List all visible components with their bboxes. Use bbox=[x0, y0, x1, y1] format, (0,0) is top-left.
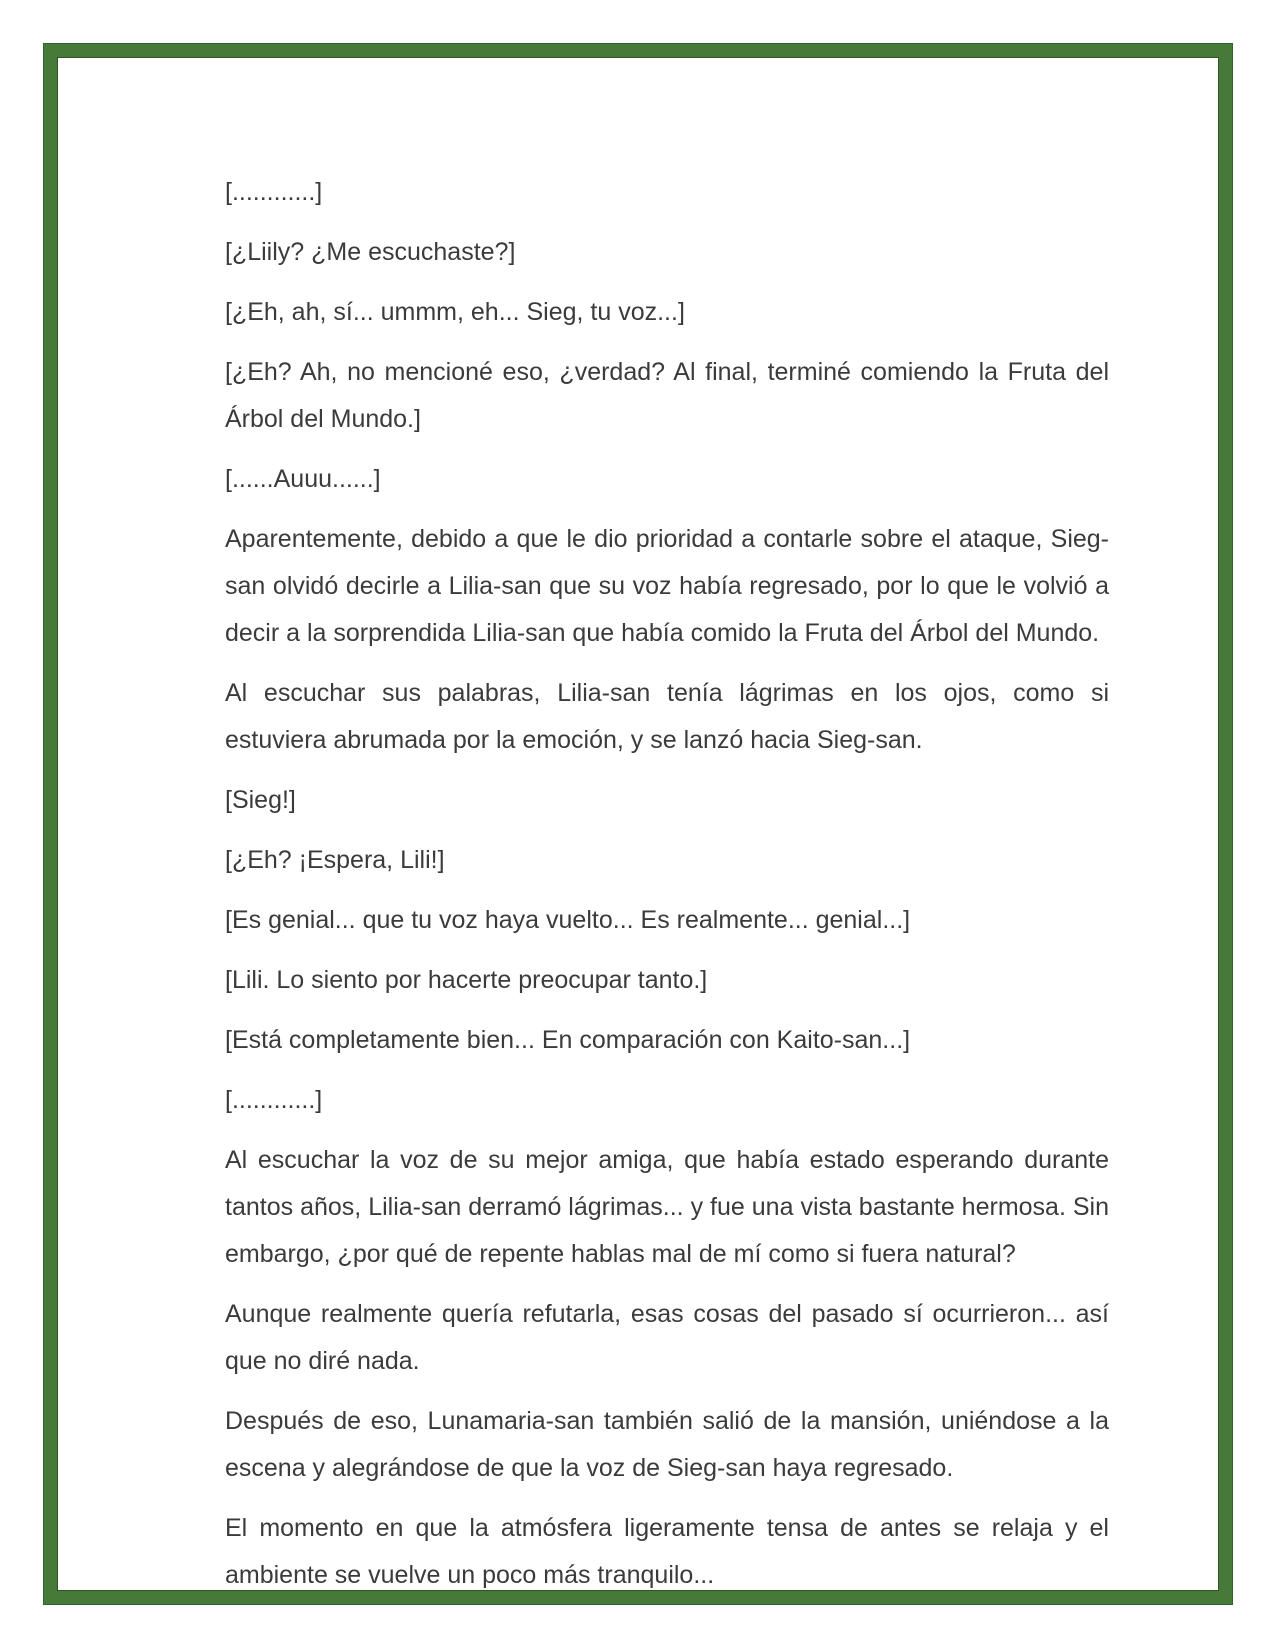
paragraph: [¿Eh, ah, sí... ummm, eh... Sieg, tu voz...] bbox=[225, 298, 685, 326]
paragraph: Después de eso, Lunamaria-san también salió de la mansión, uniéndose a la escena y alegrándose de que la voz de Sieg-san haya regresado. bbox=[225, 1407, 1109, 1482]
paragraph: Aunque realmente quería refutarla, esas cosas del pasado sí ocurrieron... así que no diré nada. bbox=[225, 1300, 1109, 1375]
page-border bbox=[44, 44, 1232, 1604]
paragraph: Al escuchar sus palabras, Lilia-san tenía lágrimas en los ojos, como si estuviera abrumada por la emoción, y se lanzó hacia Sieg-san. bbox=[225, 679, 1109, 754]
paragraph: El momento en que la atmósfera ligeramente tensa de antes se relaja y el ambiente se vuelve un poco más tranquilo... bbox=[225, 1514, 1109, 1589]
paragraph: [¿Eh? Ah, no mencioné eso, ¿verdad? Al final, terminé comiendo la Fruta del Árbol del Mundo.] bbox=[225, 358, 1109, 433]
paragraph: [Sieg!] bbox=[225, 786, 296, 814]
paragraph: [¿Liily? ¿Me escuchaste?] bbox=[225, 238, 516, 266]
paragraph: Aparentemente, debido a que le dio prioridad a contarle sobre el ataque, Sieg-san olvidó decirle a Lilia-san que su voz había regresado, por lo que le volvió a decir a la sorprendida Lilia-san que había comido la Fruta del Árbol del Mundo. bbox=[225, 525, 1109, 647]
paragraph: [Es genial... que tu voz haya vuelto... Es realmente... genial...] bbox=[225, 906, 911, 934]
paragraph: [............] bbox=[225, 178, 323, 206]
paragraph: [Lili. Lo siento por hacerte preocupar tanto.] bbox=[225, 966, 708, 994]
page-content bbox=[225, 169, 1109, 1612]
paragraph: [......Auuu......] bbox=[225, 465, 381, 493]
paragraph: [¿Eh? ¡Espera, Lili!] bbox=[225, 846, 445, 874]
paragraph: Al escuchar la voz de su mejor amiga, que había estado esperando durante tantos años, Lilia-san derramó lágrimas... y fue una vista bastante hermosa. Sin embargo, ¿por qué de repente hablas mal de mí como si fuera natural? bbox=[225, 1146, 1109, 1268]
paragraph: [............] bbox=[225, 1086, 323, 1114]
paragraph: [Está completamente bien... En comparación con Kaito-san...] bbox=[225, 1026, 911, 1054]
